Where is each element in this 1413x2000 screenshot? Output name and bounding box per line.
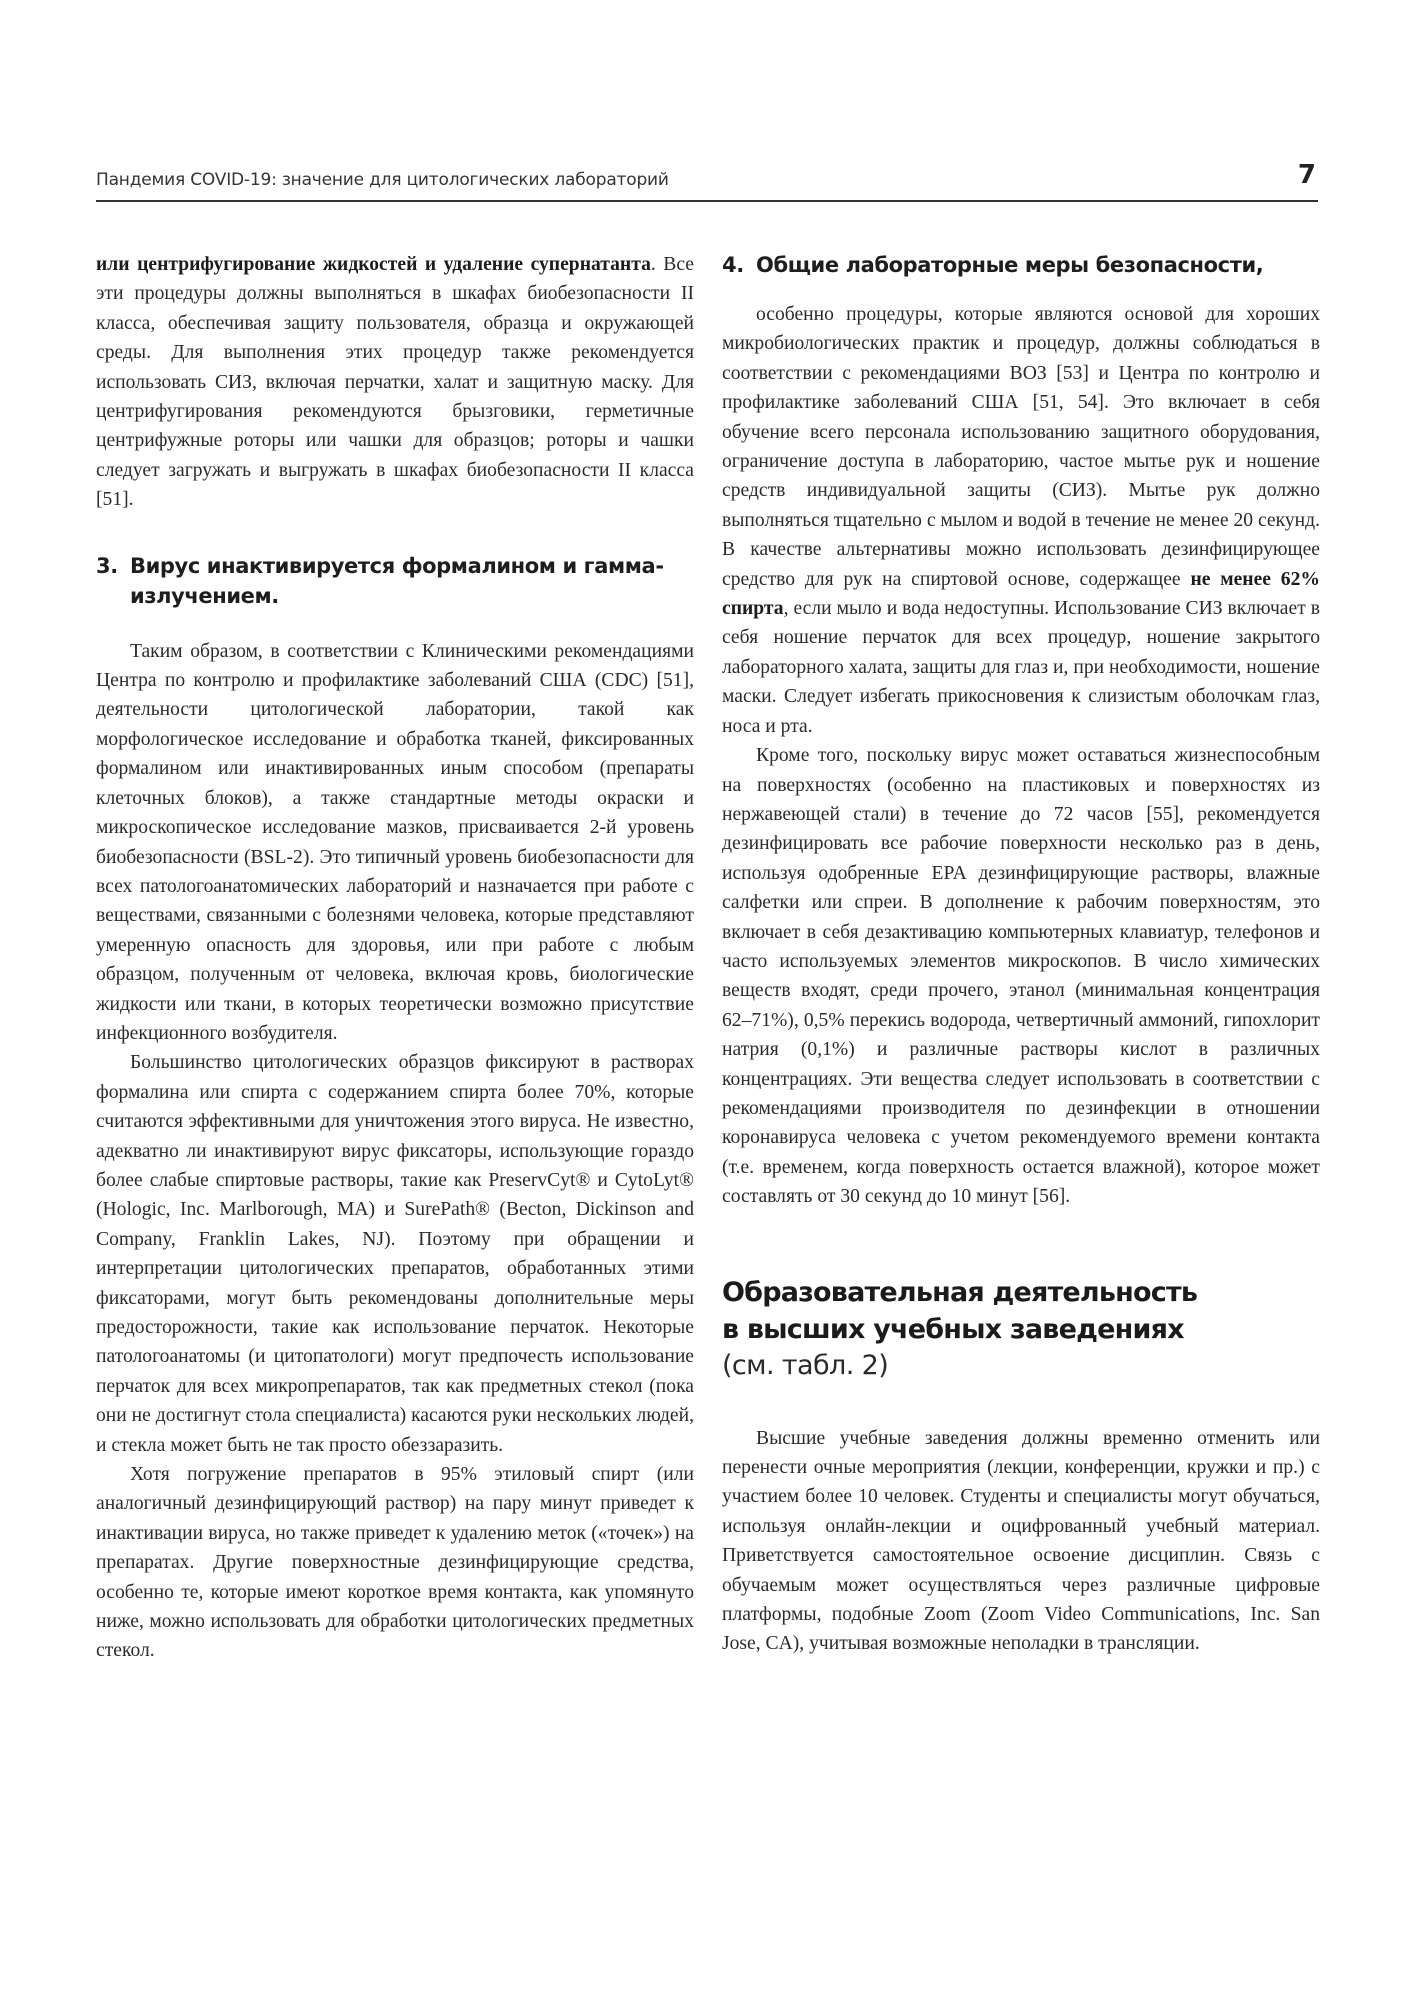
- section-4-paragraph-2: Кроме того, поскольку вирус может оставаться жизнеспособным на поверхностях (особенно на пластиковых и поверхностях из нержавеющей стали) в течение до 72 часов [55], рекомендуется дезинфицировать все рабочие поверхности несколько раз в день, используя одобренные EPA дезинфицирующие растворы, влажные салфетки или спреи. В дополнение к рабочим поверхностям, это включает в себя дезактивацию компьютерных клавиатур, телефонов и часто используемых элементов микроскопов. В число химических веществ входят, среди прочего, этанол (минимальная концентрация 62–71%), 0,5% перекись водорода, четвертичный аммоний, гипохлорит натрия (0,1%) и различные растворы кислот в различных концентрациях. Эти вещества следует использовать в соответствии с рекомендациями производителя по дезинфекции в отношении коронавируса человека с учетом рекомендуемого времени контакта (т.е. временем, когда поверхность остается влажной), которое может составлять от 30 секунд до 10 минут [56].: [722, 745, 1320, 1208]
- section-3-paragraph-1: Таким образом, в соответствии с Клиническими рекомендациями Центра по контролю и профилактике заболеваний США (CDC) [51], деятельности цитологической лаборатории, такой как морфологическое исследование и обработка тканей, фиксированных формалином или инактивированных иным способом (препараты клеточных блоков), а также стандартные методы окраски и микроскопическое исследование мазков, присваивается 2-й уровень биобезопасности (BSL-2). Это типичный уровень биобезопасности для всех патологоанатомических лабораторий и назначается при работе с веществами, связанными с болезнями человека, которые представляют умеренную опасность для здоровья, или при работе с любым образцом, полученным от человека, включая кровь, биологические жидкости или ткани, в которых теоретически возможно присутствие инфекционного возбудителя.: [96, 640, 694, 1044]
- education-subtitle: (см. табл. 2): [722, 1349, 889, 1381]
- right-column: [722, 250, 1320, 1659]
- education-title-line-1: Образовательная деятельность: [722, 1276, 1198, 1308]
- section-3-paragraph-2: Большинство цитологических образцов фиксируют в растворах формалина или спирта с содержанием спирта более 70%, которые считаются эффективными для уничтожения этого вируса. Не известно, адекватно ли инактивируют вирус фиксаторы, использующие гораздо более слабые спиртовые растворы, такие как PreservCyt® и CytoLyt® (Hologic, Inc. Marlborough, MA) и SurePath® (Becton, Dickinson and Company, Franklin Lakes, NJ). Поэтому при обращении и интерпретации цитологических препаратов, обработанных этими фиксаторами, могут быть рекомендованы дополнительные меры предосторожности, такие как использование перчаток. Некоторые патологоанатомы (и цитопатологи) могут предпочесть использование перчаток для всех микропрепаратов, так как предметных стекол (пока они не достигнут стола специалиста) касаются руки нескольких людей, и стекла может быть не так просто обеззаразить.: [96, 1052, 694, 1456]
- left-column: [96, 250, 694, 1666]
- running-title: Пандемия COVID-19: значение для цитологических лабораторий: [96, 170, 669, 190]
- section-4-title: Общие лабораторные меры безопасности,: [756, 253, 1264, 277]
- section-4-p1-bold: не менее 62% спирта: [722, 568, 1320, 620]
- section-3-title: Вирус инактивируется формалином и гамма-излучением.: [130, 553, 664, 608]
- intro-text: . Все эти процедуры должны выполняться в шкафах биобезопасности II класса, обеспечивая защиту пользователя, образца и окружающей среды. Для выполнения этих процедур также рекомендуется использовать СИЗ, включая перчатки, халат и защитную маску. Для центрифугирования рекомендуются брызговики, герметичные центрифужные роторы или чашки для образцов; роторы и чашки следует загружать и выгружать в шкафах биобезопасности II класса [51].: [96, 254, 694, 511]
- running-header: [96, 160, 1318, 202]
- page-number: 7: [1297, 160, 1316, 190]
- section-3-heading: [96, 551, 694, 611]
- section-4-heading: [722, 250, 1320, 280]
- education-paragraph: Высшие учебные заведения должны временно отменить или перенести очные мероприятия (лекции, конференции, кружки и пр.) с участием более 10 человек. Студенты и специалисты могут обучаться, используя онлайн-лекции и оцифрованный учебный материал. Приветствуется самостоятельное освоение дисциплин. Связь с обучаемым может осуществляться через различные цифровые платформы, подобные Zoom (Zoom Video Communications, Inc. San Jose, CA), учитывая возможные неполадки в трансляции.: [722, 1427, 1320, 1655]
- education-title-line-2: в высших учебных заведениях: [722, 1313, 1184, 1345]
- intro-bold-lead: или центрифугирование жидкостей и удаление супернатанта: [96, 254, 651, 275]
- section-4-number: 4.: [722, 253, 744, 277]
- section-4-p1-text-a: особенно процедуры, которые являются основой для хороших микробиологических практик и процедур, должны соблюдаться в соответствии с рекомендациями ВОЗ [53] и Центра по контролю и профилактике заболеваний США [51, 54]. Это включает в себя обучение всего персонала использованию защитного оборудования, ограничение доступа в лабораторию, частое мытье рук и ношение средств индивидуальной защиты (СИЗ). Мытье рук должно выполняться тщательно с мылом и водой в течение не менее 20 секунд. В качестве альтернативы можно использовать дезинфицирующее средство для рук на спиртовой основе, содержащее: [722, 304, 1320, 590]
- intro-paragraph: [96, 250, 694, 515]
- section-4-p1-text-b: , если мыло и вода недоступны. Использование СИЗ включает в себя ношение перчаток для всех процедур, ношение закрытого лабораторного халата, защиты для глаз и, при необходимости, ношение маски. Следует избегать прикосновения к слизистым оболочкам глаз, носа и рта.: [722, 598, 1320, 737]
- education-heading: [722, 1274, 1320, 1384]
- section-3-number: 3.: [96, 553, 118, 578]
- section-3-paragraph-3: Хотя погружение препаратов в 95% этиловый спирт (или аналогичный дезинфицирующий раствор) на пару минут приведет к инактивации вируса, но также приведет к удалению меток («точек») на препаратах. Другие поверхностные дезинфицирующие средства, особенно те, которые имеют короткое время контакта, как упомянуто ниже, можно использовать для обработки цитологических предметных стекол.: [96, 1464, 694, 1662]
- section-4-paragraph-1: [722, 300, 1320, 741]
